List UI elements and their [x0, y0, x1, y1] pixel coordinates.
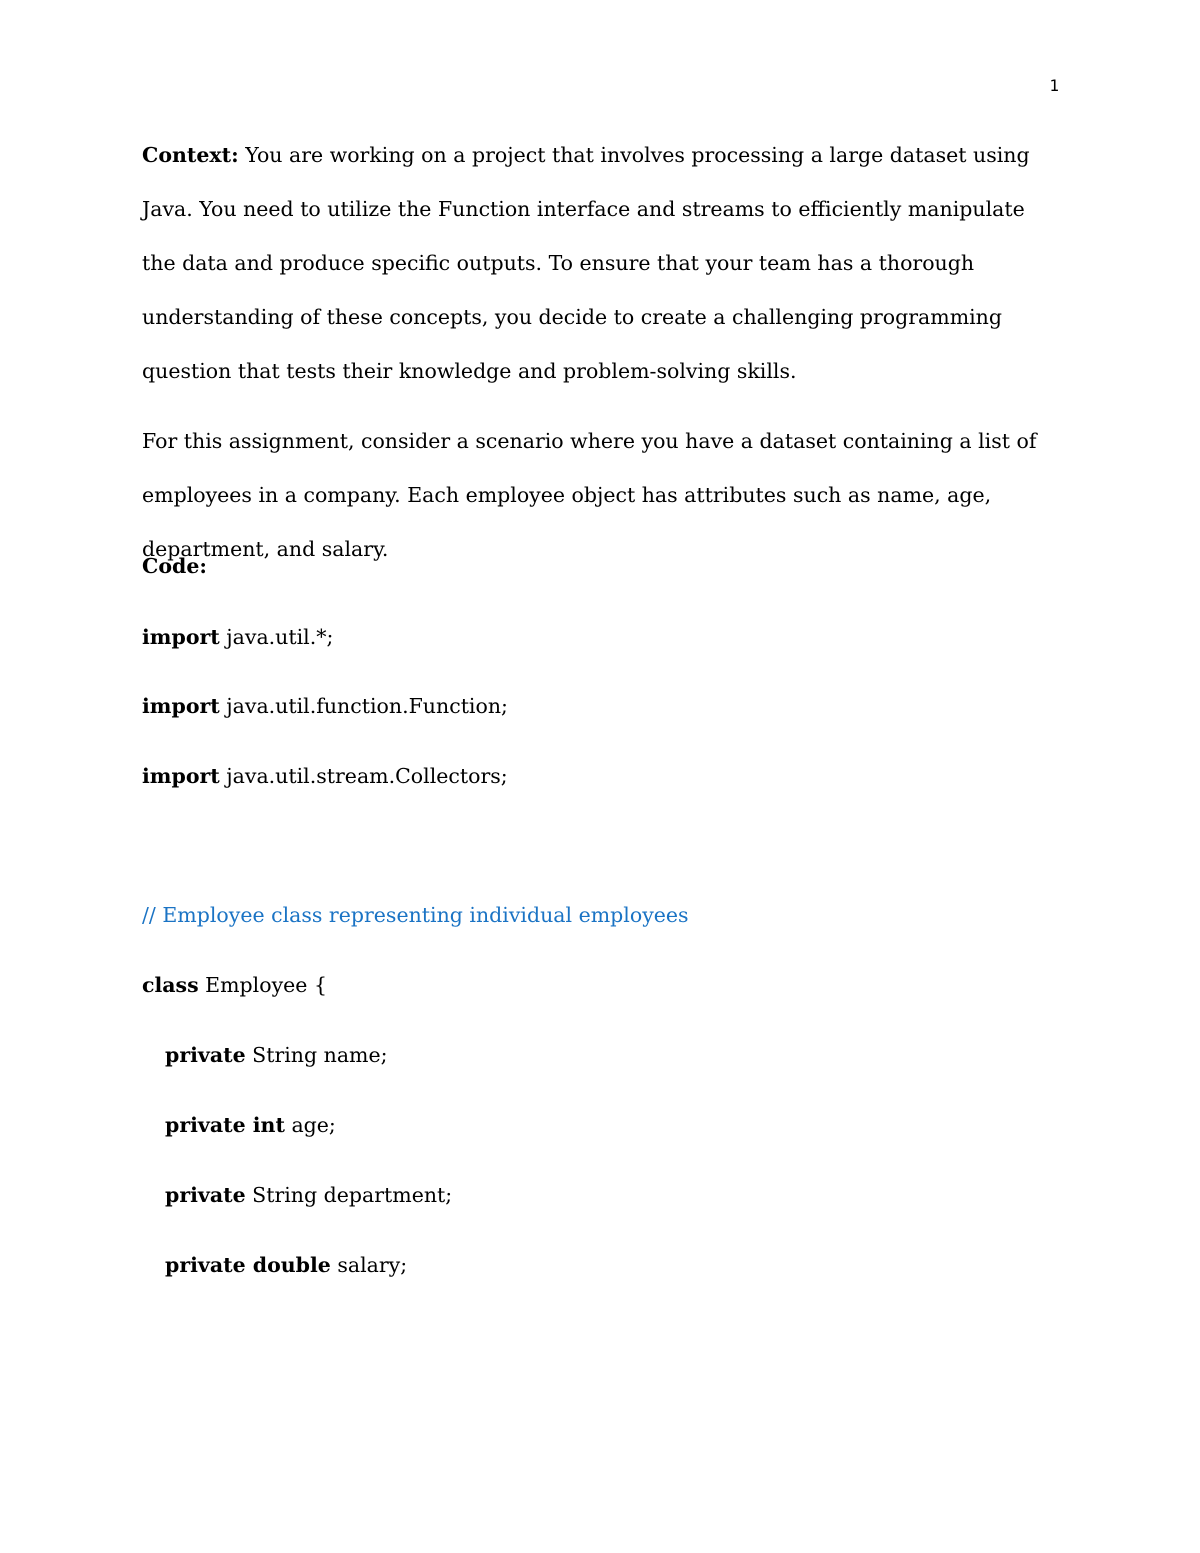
class-keyword: class [142, 973, 199, 997]
context-paragraph [142, 128, 1062, 398]
code-comment: // Employee class representing individual employees [142, 903, 689, 927]
page-number: 1 [1049, 76, 1059, 95]
import-keyword: import [142, 694, 220, 718]
field-declaration: salary; [330, 1253, 408, 1277]
class-declaration [142, 970, 327, 1000]
field-declaration: String department; [245, 1183, 453, 1207]
import-line-2 [142, 691, 508, 721]
field-declaration: age; [284, 1113, 336, 1137]
field-modifier: private double [165, 1253, 331, 1277]
context-text: You are working on a project that involves processing a large dataset using Java. You need to utilize the Function interface and streams to efficiently manipulate the data and produce specific outputs. To ensure that your team has a thorough understanding of these concepts, you decide to create a challenging programming question that tests their knowledge and problem-solving skills. [142, 143, 1030, 383]
code-label: Code: [142, 554, 207, 578]
field-modifier: private [165, 1043, 246, 1067]
field-declaration: String name; [245, 1043, 388, 1067]
import-keyword: import [142, 764, 220, 788]
import-path: java.util.stream.Collectors; [219, 764, 508, 788]
field-line-1 [165, 1040, 388, 1070]
class-name: Employee { [198, 973, 327, 997]
import-line-3 [142, 761, 508, 791]
field-line-2 [165, 1110, 336, 1140]
import-path: java.util.*; [219, 625, 334, 649]
import-keyword: import [142, 625, 220, 649]
scenario-paragraph: For this assignment, consider a scenario where you have a dataset containing a list of employees in a company. Each employee object has attributes such as name, age, department, and salary. [142, 429, 1037, 561]
field-line-3 [165, 1180, 452, 1210]
field-line-4 [165, 1250, 407, 1280]
field-modifier: private int [165, 1113, 285, 1137]
field-modifier: private [165, 1183, 246, 1207]
import-line-1 [142, 622, 333, 652]
import-path: java.util.function.Function; [219, 694, 508, 718]
context-label: Context: [142, 143, 239, 167]
